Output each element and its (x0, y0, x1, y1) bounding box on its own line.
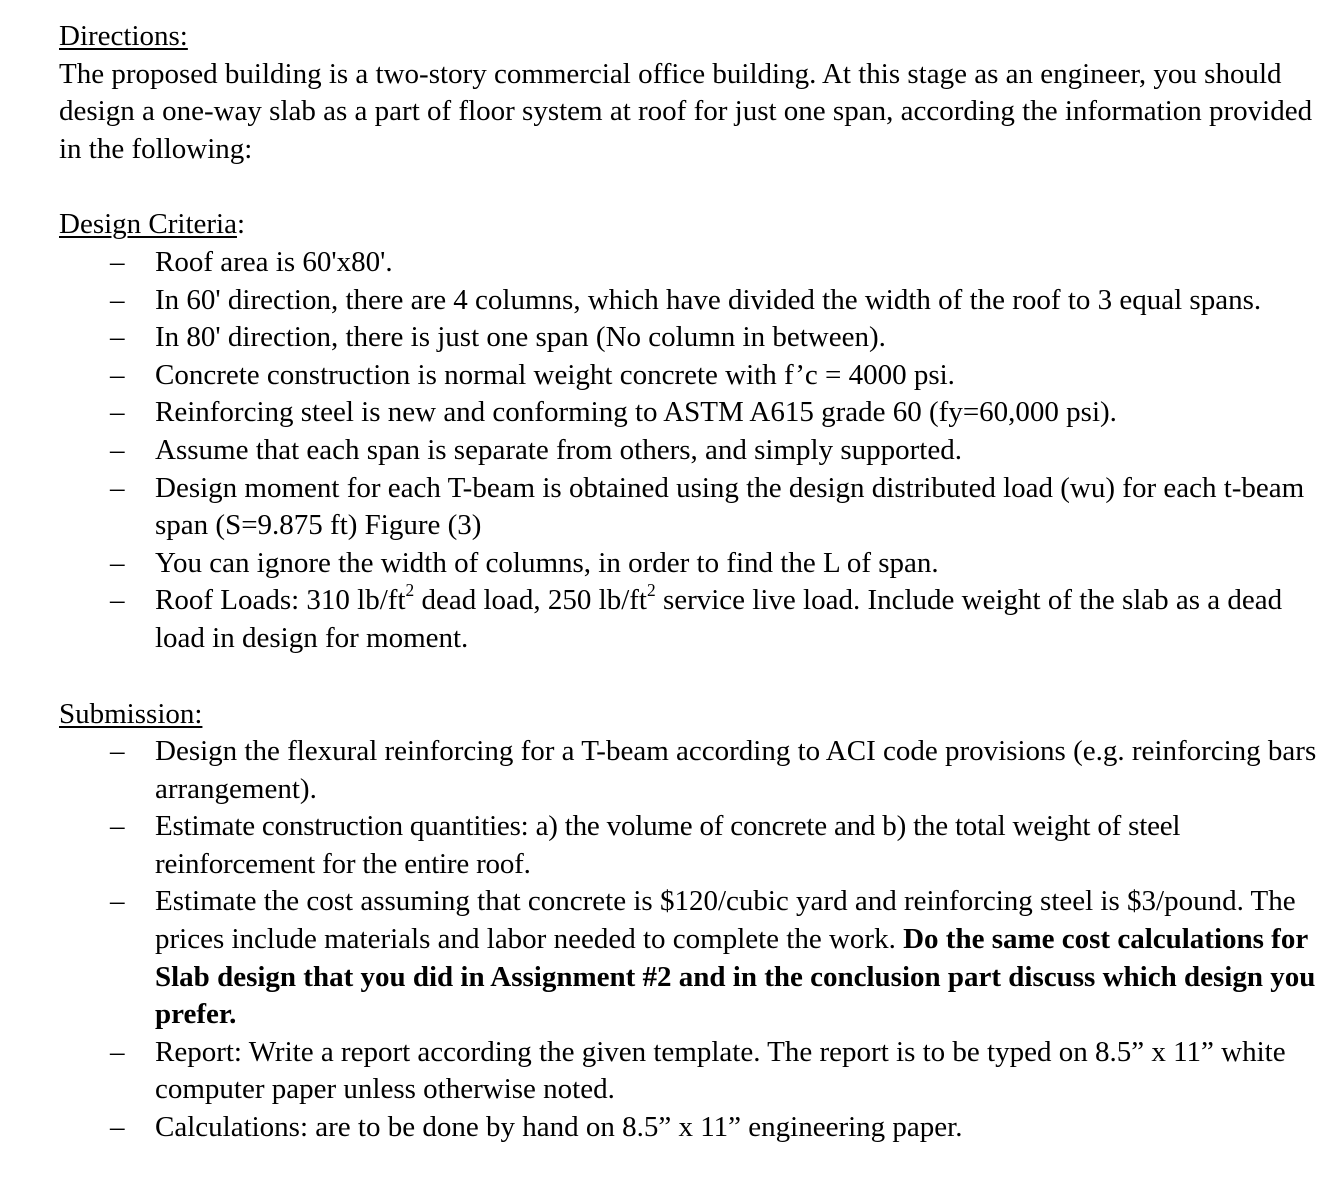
design-criteria-heading-line (59, 206, 1317, 244)
assignment-document (59, 18, 1317, 1147)
dash-bullet: – (110, 321, 125, 354)
design-criteria-heading-colon: : (236, 208, 246, 241)
list-item (59, 733, 1317, 808)
submission-text: Calculations: are to be done by hand on 8.5” x 11” engineering paper. (155, 1111, 963, 1144)
list-item (59, 470, 1317, 545)
dash-bullet: – (110, 358, 125, 391)
list-item (59, 394, 1317, 432)
list-item (59, 808, 1317, 883)
submission-text: Design the flexural reinforcing for a T-beam according to ACI code provisions (e.g. reinforcing bars arrangement). (155, 735, 1317, 805)
spacer (59, 658, 1317, 696)
dash-bullet: – (110, 1111, 125, 1144)
superscript-2: 2 (646, 580, 656, 601)
list-item (59, 357, 1317, 395)
list-item (59, 432, 1317, 470)
superscript-2: 2 (405, 580, 415, 601)
dash-bullet: – (110, 810, 125, 843)
submission-text: Estimate construction quantities: a) the volume of concrete and b) the total weight of steel reinforcement for the entire roof. (155, 810, 1181, 880)
criteria-text: Roof area is 60'x80'. (155, 245, 393, 278)
dash-bullet: – (110, 283, 125, 316)
criteria-text: In 60' direction, there are 4 columns, which have divided the width of the roof to 3 equal spans. (155, 283, 1262, 316)
list-item-roof-loads (59, 582, 1317, 657)
dash-bullet: – (110, 471, 125, 504)
design-criteria-list (59, 244, 1317, 658)
list-item (59, 1109, 1317, 1147)
dash-bullet: – (110, 885, 125, 918)
cost-bold-text: Do the same cost calculations for Slab design that you did in Assignment #2 and in the conclusion part discuss which design you prefer. (155, 923, 1316, 1031)
roof-loads-part1: Roof Loads: 310 lb/ft (155, 584, 406, 617)
dash-bullet: – (110, 546, 125, 579)
list-item (59, 282, 1317, 320)
roof-loads-part3: service live load. Include weight of the slab as a dead load in design for moment. (155, 584, 1283, 654)
submission-list (59, 733, 1317, 1147)
criteria-text: Assume that each span is separate from others, and simply supported. (155, 433, 962, 466)
criteria-text: Design moment for each T-beam is obtained using the design distributed load (wu) for each t-beam span (S=9.875 ft) Figure (3) (155, 471, 1305, 542)
criteria-text: Concrete construction is normal weight concrete with f’c = 4000 psi. (155, 358, 955, 391)
list-item (59, 319, 1317, 357)
submission-heading: Submission: (59, 697, 203, 730)
list-item-cost (59, 883, 1317, 1033)
dash-bullet: – (110, 433, 125, 466)
list-item (59, 545, 1317, 583)
submission-text: Report: Write a report according the given template. The report is to be typed on 8.5” x 11” white computer paper unless otherwise noted. (155, 1035, 1286, 1106)
directions-heading: Directions: (59, 20, 188, 52)
spacer (59, 168, 1317, 206)
list-item (59, 244, 1317, 282)
dash-bullet: – (110, 245, 125, 278)
roof-loads-part2: dead load, 250 lb/ft (414, 584, 647, 617)
dash-bullet: – (110, 735, 125, 768)
criteria-text: Reinforcing steel is new and conforming to ASTM A615 grade 60 (fy=60,000 psi). (155, 396, 1117, 429)
criteria-text: In 80' direction, there is just one span (No column in between). (155, 321, 886, 354)
directions-text: The proposed building is a two-story commercial office building. At this stage as an engineer, you should design a one-way slab as a part of floor system at roof for just one span, according the information provided in the following: (59, 57, 1313, 165)
criteria-text: You can ignore the width of columns, in order to find the L of span. (155, 546, 939, 579)
dash-bullet: – (110, 1035, 125, 1068)
design-criteria-heading: Design Criteria (59, 208, 237, 241)
dash-bullet: – (110, 396, 125, 429)
dash-bullet: – (110, 584, 125, 617)
list-item (59, 1034, 1317, 1109)
cost-text: Estimate the cost assuming that concrete is $120/cubic yard and reinforcing steel is $3/pound. The prices include materials and labor needed to complete the work. (155, 885, 1296, 956)
